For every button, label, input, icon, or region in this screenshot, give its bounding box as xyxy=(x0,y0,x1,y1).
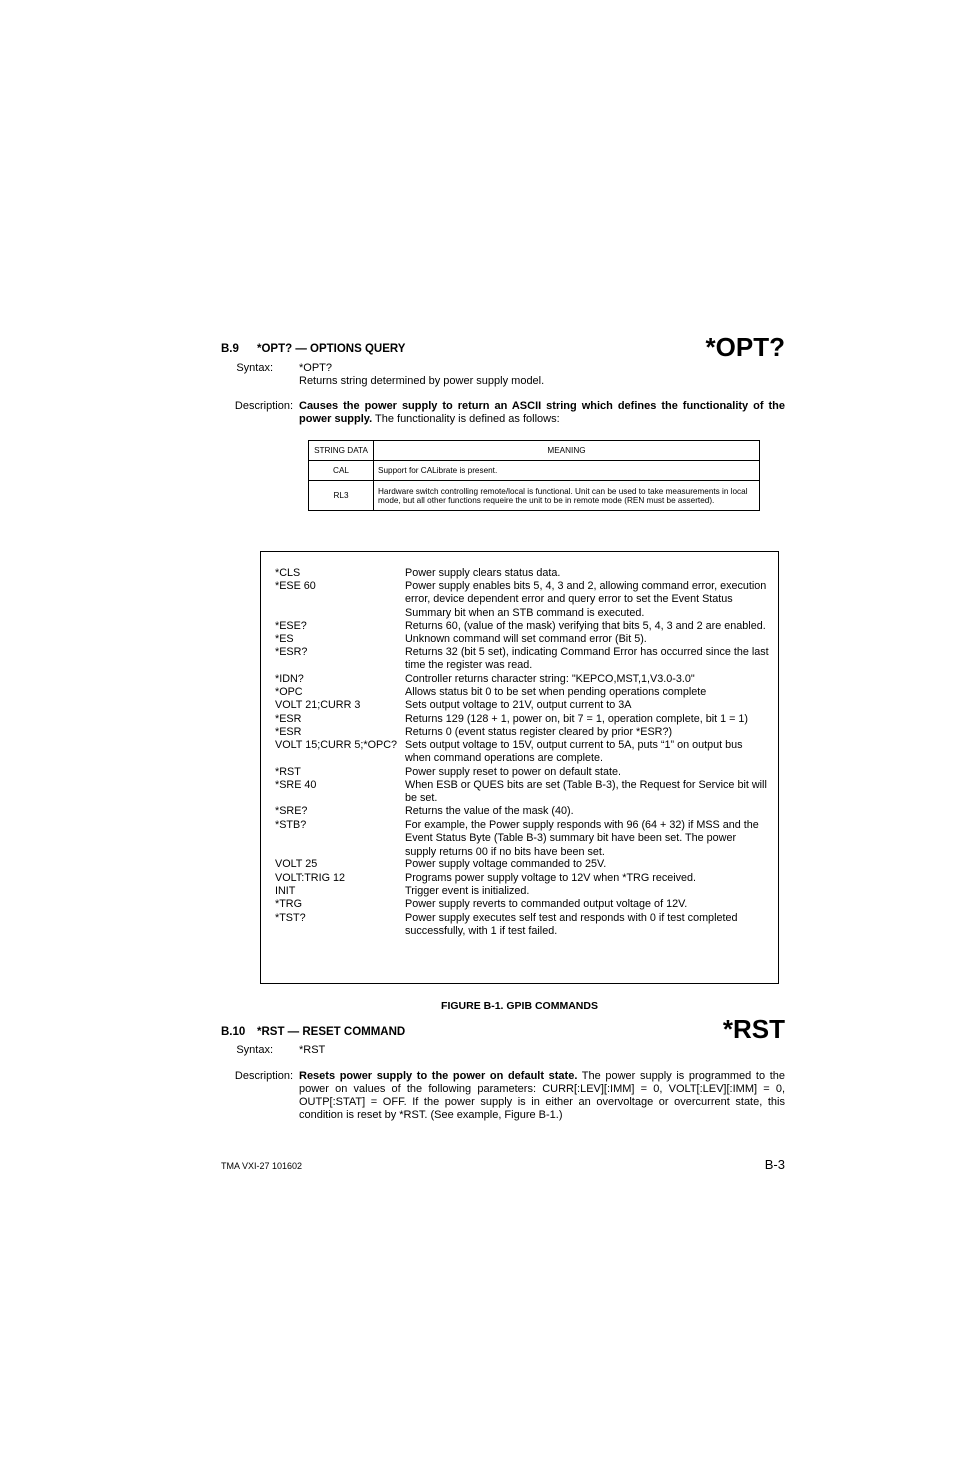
command-text: *RST xyxy=(275,766,301,778)
command-description: Controller returns character string: "KEPCO,MST,1,V3.0-3.0" xyxy=(405,673,695,685)
syntax-note: Returns string determined by power supply model. xyxy=(299,375,545,387)
command-text: VOLT 21;CURR 3 xyxy=(275,699,361,711)
command-text: *ESR xyxy=(275,726,302,738)
command-description: Power supply clears status data. xyxy=(405,567,561,579)
description-rest: The power supply is programmed to the power on values of the following parameters: CURR[:LEV][:IMM] = 0, VOLT[:LEV][:IMM] = 0, OUTP[:STAT] = OFF. If the power supply is in either an overvoltage or overcurrent state, this condition is reset by *RST. (See example, Figure B-1.) xyxy=(299,1070,785,1121)
command-text: *STB? xyxy=(275,819,307,831)
table-cell-meaning: Support for CALibrate is present. xyxy=(374,461,760,481)
command-text: *ESR xyxy=(275,713,302,725)
options-table xyxy=(308,440,760,511)
figure-box xyxy=(260,551,779,984)
command-description: Sets output voltage to 15V, output current to 5A, puts “1” on output bus when command operations are complete. xyxy=(405,739,743,765)
command-description: Power supply enables bits 5, 4, 3 and 2, allowing command error, execution error, device dependent error and query error to set the Event Status Summary bit when an STB command is executed. xyxy=(405,580,767,619)
description-bold: Causes the power supply to return an ASCII string which defines the functionality of the power supply. xyxy=(299,400,785,425)
command-text: *CLS xyxy=(275,567,301,579)
syntax-label: Syntax: xyxy=(236,1044,273,1056)
command-description: For example, the Power supply responds with 96 (64 + 32) if MSS and the Event Status Byte (Table B-3) summary bit have been set. The power supply returns 00 if no bits have been set. xyxy=(405,819,759,858)
description-label: Description: xyxy=(234,400,293,412)
command-description: Power supply executes self test and responds with 0 if test completed successfully, with 1 if test failed. xyxy=(405,912,738,938)
table-cell-meaning: Hardware switch controlling remote/local is functional. Unit can be used to take measurements in local mode, but all other functions requeire the unit to be in remote mode (REN must be asserted). xyxy=(374,481,760,511)
table-row xyxy=(309,461,760,481)
command-description: Power supply reverts to commanded output voltage of 12V. xyxy=(405,898,688,910)
table-header: MEANING xyxy=(374,441,760,461)
command-text: *ESE? xyxy=(275,620,307,632)
command-text: *SRE? xyxy=(275,805,308,817)
command-text: INIT xyxy=(275,885,296,897)
command-description: Power supply voltage commanded to 25V. xyxy=(405,858,607,870)
table-cell-code: RL3 xyxy=(309,481,374,511)
description-text xyxy=(299,400,785,426)
table-row xyxy=(309,481,760,511)
command-description: Trigger event is initialized. xyxy=(405,885,530,897)
command-description: Returns 129 (128 + 1, power on, bit 7 = 1, operation complete, bit 1 = 1) xyxy=(405,713,749,725)
syntax-label: Syntax: xyxy=(236,362,273,374)
command-description: Sets output voltage to 21V, output current to 3A xyxy=(405,699,632,711)
command-tag: *RST xyxy=(722,1014,785,1044)
command-description: Returns 0 (event status register cleared by prior *ESR?) xyxy=(405,726,673,738)
command-description: Power supply reset to power on default state. xyxy=(405,766,622,778)
command-text: *ESR? xyxy=(275,646,308,658)
description-rest: The functionality is defined as follows: xyxy=(372,413,560,425)
command-description: Programs power supply voltage to 12V when *TRG received. xyxy=(405,872,697,884)
syntax-value: *RST xyxy=(299,1044,326,1056)
footer-doc-id: TMA VXI-27 101602 xyxy=(221,1161,303,1171)
section-heading xyxy=(221,1026,405,1038)
command-text: *TRG xyxy=(275,898,302,910)
command-text: VOLT 15;CURR 5;*OPC? xyxy=(275,739,398,751)
command-text: *IDN? xyxy=(275,673,304,685)
description-text xyxy=(299,1070,785,1122)
table-header-row xyxy=(309,441,760,461)
command-description: Unknown command will set command error (Bit 5). xyxy=(405,633,647,645)
syntax-value: *OPT? xyxy=(299,362,333,374)
command-text: *ESE 60 xyxy=(275,580,316,592)
figure-caption: FIGURE B-1. GPIB COMMANDS xyxy=(441,1000,598,1012)
command-text: *TST? xyxy=(275,912,306,924)
page-number: B-3 xyxy=(764,1157,785,1172)
command-text: *SRE 40 xyxy=(275,779,317,791)
command-text: VOLT 25 xyxy=(275,858,318,870)
command-description: Returns 32 (bit 5 set), indicating Command Error has occurred since the last time the register was read. xyxy=(405,646,769,672)
section-number: B.10 xyxy=(221,1026,246,1038)
section-heading xyxy=(221,343,405,355)
table-header: STRING DATA xyxy=(309,441,374,461)
command-description: Allows status bit 0 to be set when pending operations complete xyxy=(405,686,707,698)
description-label: Description: xyxy=(234,1070,293,1082)
table-cell-code: CAL xyxy=(309,461,374,481)
command-description: Returns the value of the mask (40). xyxy=(405,805,574,817)
command-description: Returns 60, (value of the mask) verifying that bits 5, 4, 3 and 2 are enabled. xyxy=(405,620,766,632)
command-text: VOLT:TRIG 12 xyxy=(275,872,345,884)
section-title: *RST — RESET COMMAND xyxy=(257,1026,406,1038)
command-text: *ES xyxy=(275,633,294,645)
command-text: *OPC xyxy=(275,686,303,698)
section-title: *OPT? — OPTIONS QUERY xyxy=(257,343,406,355)
section-number: B.9 xyxy=(221,343,239,355)
description-bold: Resets power supply to the power on default state. xyxy=(299,1070,578,1082)
command-description: When ESB or QUES bits are set (Table B-3), the Request for Service bit will be set. xyxy=(405,779,767,805)
command-tag: *OPT? xyxy=(705,332,785,362)
